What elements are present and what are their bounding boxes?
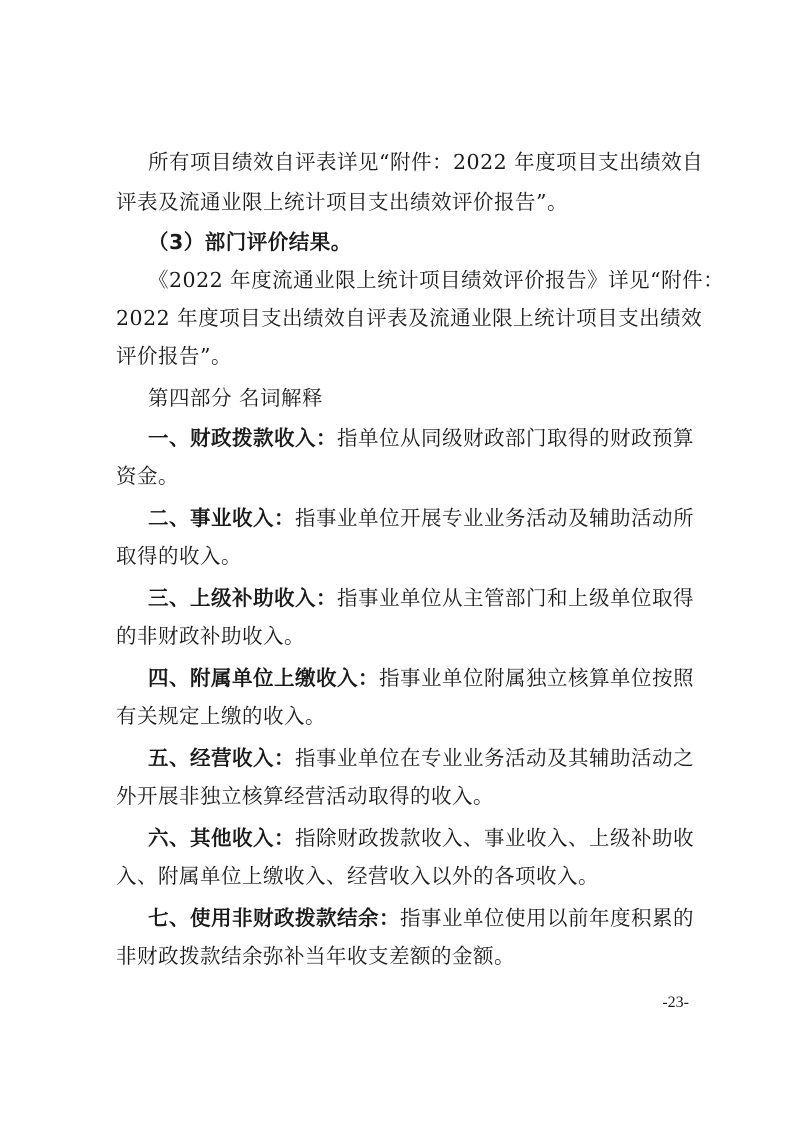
- term-7-line-2: 非财政拨款结余弥补当年收支差额的金额。: [116, 944, 515, 968]
- term-6-definition: 指除财政拨款收入、事业收入、上级补助收: [295, 826, 694, 850]
- term-3-line-1: [148, 584, 694, 612]
- term-3-definition: 指事业单位从主管部门和上级单位取得: [337, 586, 694, 610]
- term-4-line-2: 有关规定上缴的收入。: [116, 704, 326, 728]
- term-2-line-2: 取得的收入。: [116, 544, 242, 568]
- term-3-line-2: 的非财政补助收入。: [116, 624, 305, 648]
- term-7-line-1: [148, 904, 694, 932]
- paragraph-3-line-3: 评价报告”。: [116, 344, 232, 368]
- term-6-line-1: [148, 824, 694, 852]
- term-7-definition: 指事业单位使用以前年度积累的: [400, 906, 694, 930]
- term-4-definition: 指事业单位附属独立核算单位按照: [379, 666, 694, 690]
- term-1-definition: 指单位从同级财政部门取得的财政预算: [337, 426, 694, 450]
- section-title: 第四部分 名词解释: [148, 386, 324, 410]
- term-4-label: 四、附属单位上缴收入：: [148, 666, 379, 690]
- term-1-line-2: 资金。: [116, 464, 179, 488]
- paragraph-3-line-2: 2022 年度项目支出绩效自评表及流通业限上统计项目支出绩效: [116, 306, 703, 330]
- page-number: -23-: [662, 994, 689, 1011]
- paragraph-3-line-1: 《2022 年度流通业限上统计项目绩效评价报告》详见“附件：: [148, 268, 725, 292]
- term-1-line-1: [148, 424, 694, 452]
- term-5-line-2: 外开展非独立核算经营活动取得的收入。: [116, 784, 494, 808]
- term-5-label: 五、经营收入：: [148, 746, 295, 770]
- term-2-label: 二、事业收入：: [148, 506, 295, 530]
- term-4-line-1: [148, 664, 694, 692]
- term-5-line-1: [148, 744, 694, 772]
- term-6-label: 六、其他收入：: [148, 826, 295, 850]
- evaluation-result-heading: （3）部门评价结果。: [148, 230, 352, 254]
- term-3-label: 三、上级补助收入：: [148, 586, 337, 610]
- paragraph-1-line-2: 评表及流通业限上统计项目支出绩效评价报告”。: [116, 190, 568, 214]
- term-1-label: 一、财政拨款收入：: [148, 426, 337, 450]
- term-7-label: 七、使用非财政拨款结余：: [148, 906, 400, 930]
- term-2-line-1: [148, 504, 694, 532]
- term-2-definition: 指事业单位开展专业业务活动及辅助活动所: [295, 506, 694, 530]
- term-6-line-2: 入、附属单位上缴收入、经营收入以外的各项收入。: [116, 864, 599, 888]
- paragraph-1-line-1: 所有项目绩效自评表详见“附件：2022 年度项目支出绩效自: [148, 150, 704, 174]
- term-5-definition: 指事业单位在专业业务活动及其辅助活动之: [295, 746, 694, 770]
